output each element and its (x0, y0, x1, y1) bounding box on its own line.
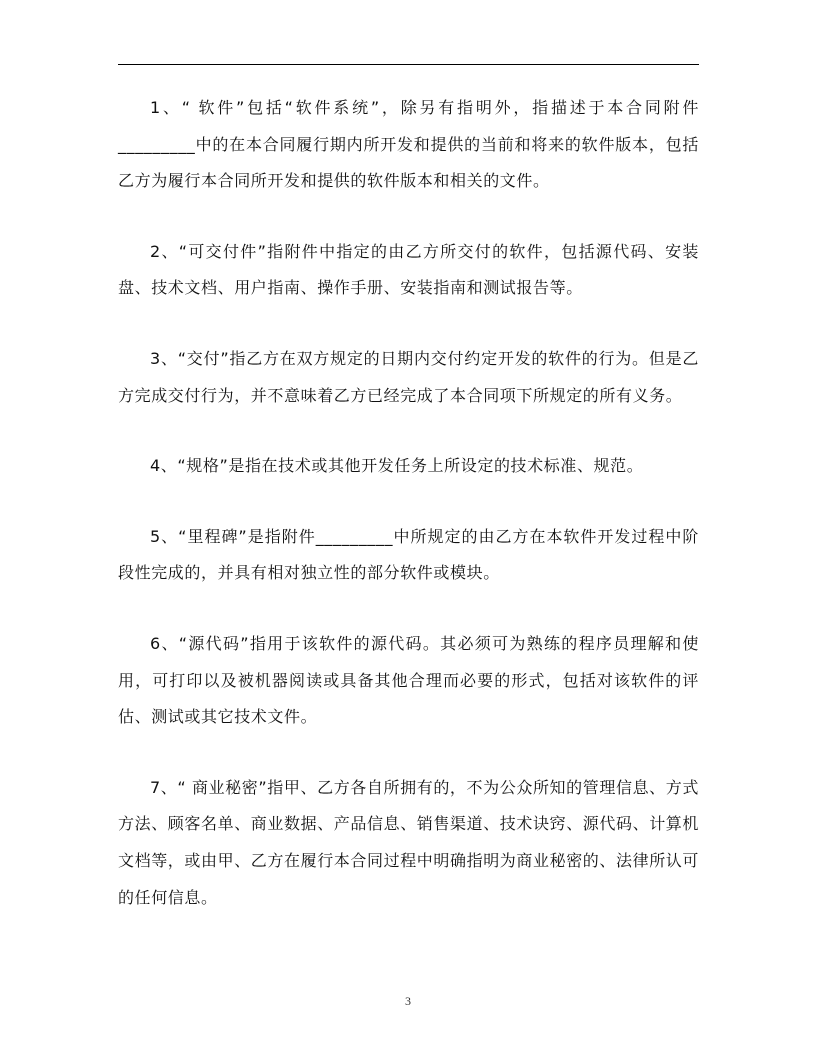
paragraph-deliverables-definition: 2、“可交付件”指附件中指定的由乙方所交付的软件，包括源代码、安装盘、技术文档、用户指南、操作手册、安装指南和测试报告等。 (118, 241, 699, 298)
paragraph-delivery-definition: 3、“交付”指乙方在双方规定的日期内交付约定开发的软件的行为。但是乙方完成交付行为，并不意味着乙方已经完成了本合同项下所规定的所有义务。 (118, 348, 699, 405)
paragraph-software-definition: 1、“ 软件”包括“软件系统”，除另有指明外，指描述于本合同附件_________中的在本合同履行期内所开发和提供的当前和将来的软件版本，包括乙方为履行本合同所开发和提供的软件版本和相关的文件。 (118, 98, 699, 191)
paragraph-specification-definition: 4、“规格”是指在技术或其他开发任务上所设定的技术标准、规范。 (150, 456, 644, 476)
page-number: 3 (405, 994, 411, 1008)
paragraph-source-code-definition: 6、“源代码”指用于该软件的源代码。其必须可为熟练的程序员理解和使用，可打印以及被机器阅读或具备其他合理而必要的形式，包括对该软件的评估、测试或其它技术文件。 (118, 633, 699, 727)
document-body (118, 90, 699, 916)
paragraph-milestone-definition: 5、“里程碑”是指附件_________中所规定的由乙方在本软件开发过程中阶段性完成的，并具有相对独立性的部分软件或模块。 (118, 526, 699, 583)
header-rule (118, 64, 699, 65)
paragraph-trade-secret-definition: 7、“ 商业秘密”指甲、乙方各自所拥有的，不为公众所知的管理信息、方式方法、顾客名单、商业数据、产品信息、销售渠道、技术诀窍、源代码、计算机文档等，或由甲、乙方在履行本合同过程中明确指明为商业秘密的、法律所认可的任何信息。 (118, 777, 700, 907)
